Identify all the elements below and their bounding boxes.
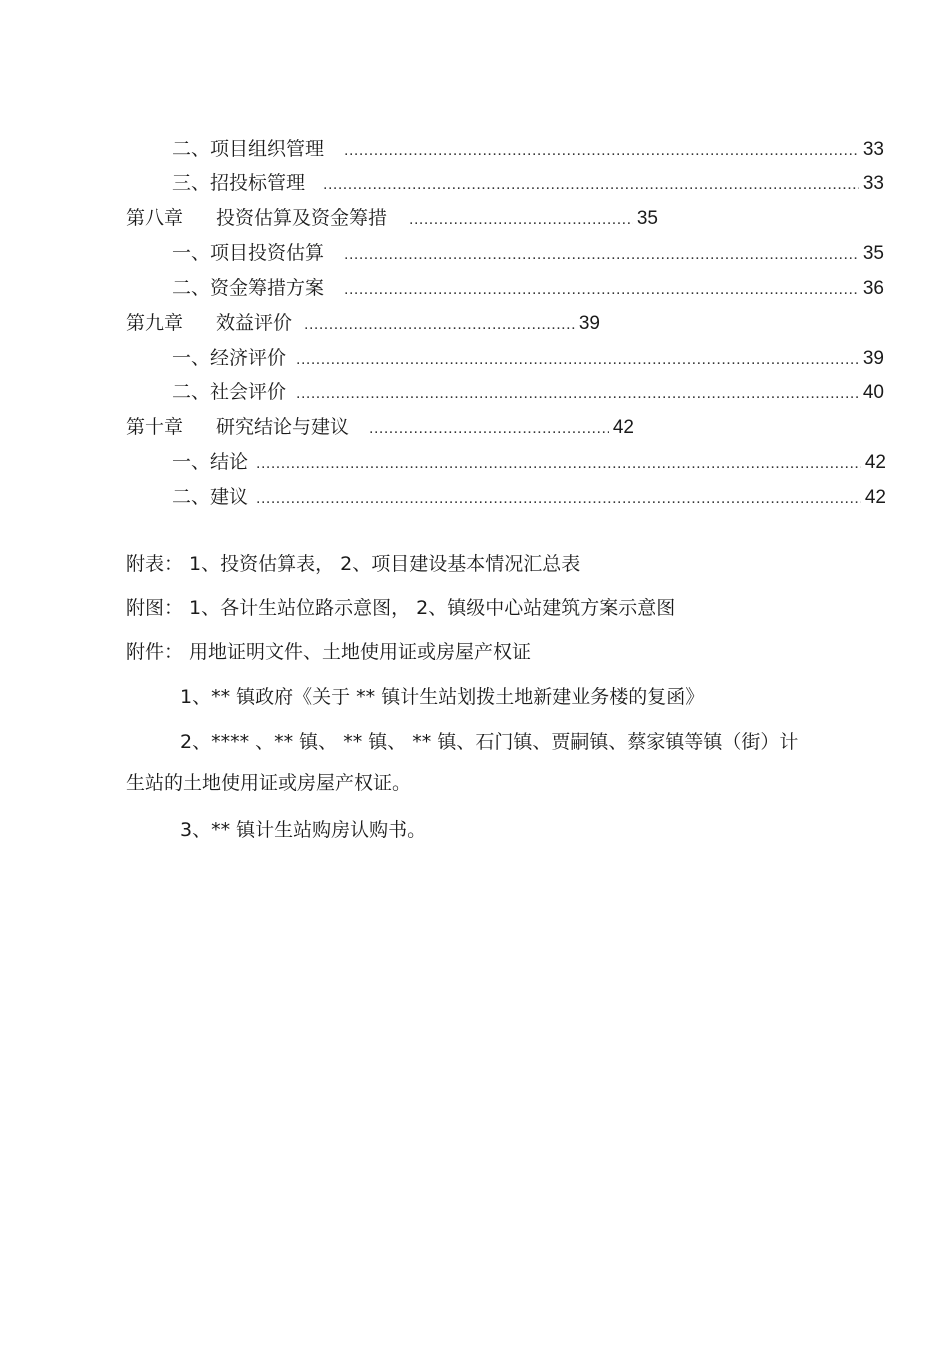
toc-page-number: 42 (864, 487, 886, 508)
toc-leader-dots (344, 138, 859, 164)
toc-entry-title: 二、社会评价 (172, 381, 287, 403)
toc-entry[interactable] (172, 379, 884, 405)
attachment-item-1: 1、** 镇政府《关于 ** 镇计生站划拨土地新建业务楼的复函》 (180, 686, 705, 708)
toc-page-number: 40 (862, 382, 884, 403)
toc-page-number: 35 (862, 243, 884, 264)
toc-leader-dots (344, 277, 859, 303)
toc-chapter-entry[interactable] (126, 205, 658, 231)
appendix-figures: 附图： 1、各计生站位路示意图， 2、镇级中心站建筑方案示意图 (126, 597, 676, 619)
toc-entry[interactable] (172, 136, 884, 162)
toc-entry-title: 二、建议 (172, 486, 249, 508)
toc-entry[interactable] (172, 484, 886, 510)
toc-leader-dots (304, 312, 575, 338)
attachment-item-2-line-2: 生站的土地使用证或房屋产权证。 (126, 772, 412, 794)
toc-entry[interactable] (172, 240, 884, 266)
toc-page-number: 35 (636, 208, 658, 229)
toc-entry-title: 一、结论 (172, 451, 249, 473)
toc-leader-dots (256, 486, 861, 512)
toc-entry[interactable] (172, 345, 884, 371)
toc-entry-title: 一、经济评价 (172, 347, 287, 369)
toc-page-number: 36 (862, 278, 884, 299)
appendix-tables: 附表： 1、投资估算表， 2、项目建设基本情况汇总表 (126, 553, 581, 575)
toc-entry-title: 研究结论与建议 (216, 416, 350, 438)
toc-leader-dots (296, 347, 859, 373)
toc-leader-dots (296, 381, 859, 407)
toc-page-number: 39 (578, 313, 600, 334)
toc-chapter-number: 第十章 (126, 416, 184, 438)
attachment-item-2-line-1: 2、**** 、** 镇、 ** 镇、 ** 镇、石门镇、贾嗣镇、蔡家镇等镇（街）计 (180, 731, 799, 753)
toc-page-number: 42 (612, 417, 634, 438)
toc-page-number: 33 (862, 139, 884, 160)
toc-entry-title: 投资估算及资金筹措 (216, 207, 388, 229)
toc-entry-title: 二、资金筹措方案 (172, 277, 325, 299)
toc-page-number: 42 (864, 452, 886, 473)
toc-chapter-entry[interactable] (126, 414, 634, 440)
toc-leader-dots (344, 242, 859, 268)
toc-chapter-entry[interactable] (126, 310, 600, 336)
toc-entry-title: 效益评价 (216, 312, 293, 334)
toc-leader-dots (256, 451, 861, 477)
toc-entry[interactable] (172, 449, 886, 475)
toc-leader-dots (323, 172, 859, 198)
attachment-item-3: 3、** 镇计生站购房认购书。 (180, 819, 427, 841)
toc-chapter-number: 第九章 (126, 312, 184, 334)
toc-chapter-number: 第八章 (126, 207, 184, 229)
toc-entry-title: 三、招投标管理 (172, 172, 306, 194)
toc-entry-title: 一、项目投资估算 (172, 242, 325, 264)
toc-leader-dots (409, 207, 633, 233)
toc-entry-title: 二、项目组织管理 (172, 138, 325, 160)
toc-leader-dots (369, 416, 609, 442)
appendix-attachments: 附件： 用地证明文件、土地使用证或房屋产权证 (126, 641, 532, 663)
toc-entry[interactable] (172, 170, 884, 196)
toc-entry[interactable] (172, 275, 884, 301)
toc-page-number: 33 (862, 173, 884, 194)
toc-page-number: 39 (862, 348, 884, 369)
